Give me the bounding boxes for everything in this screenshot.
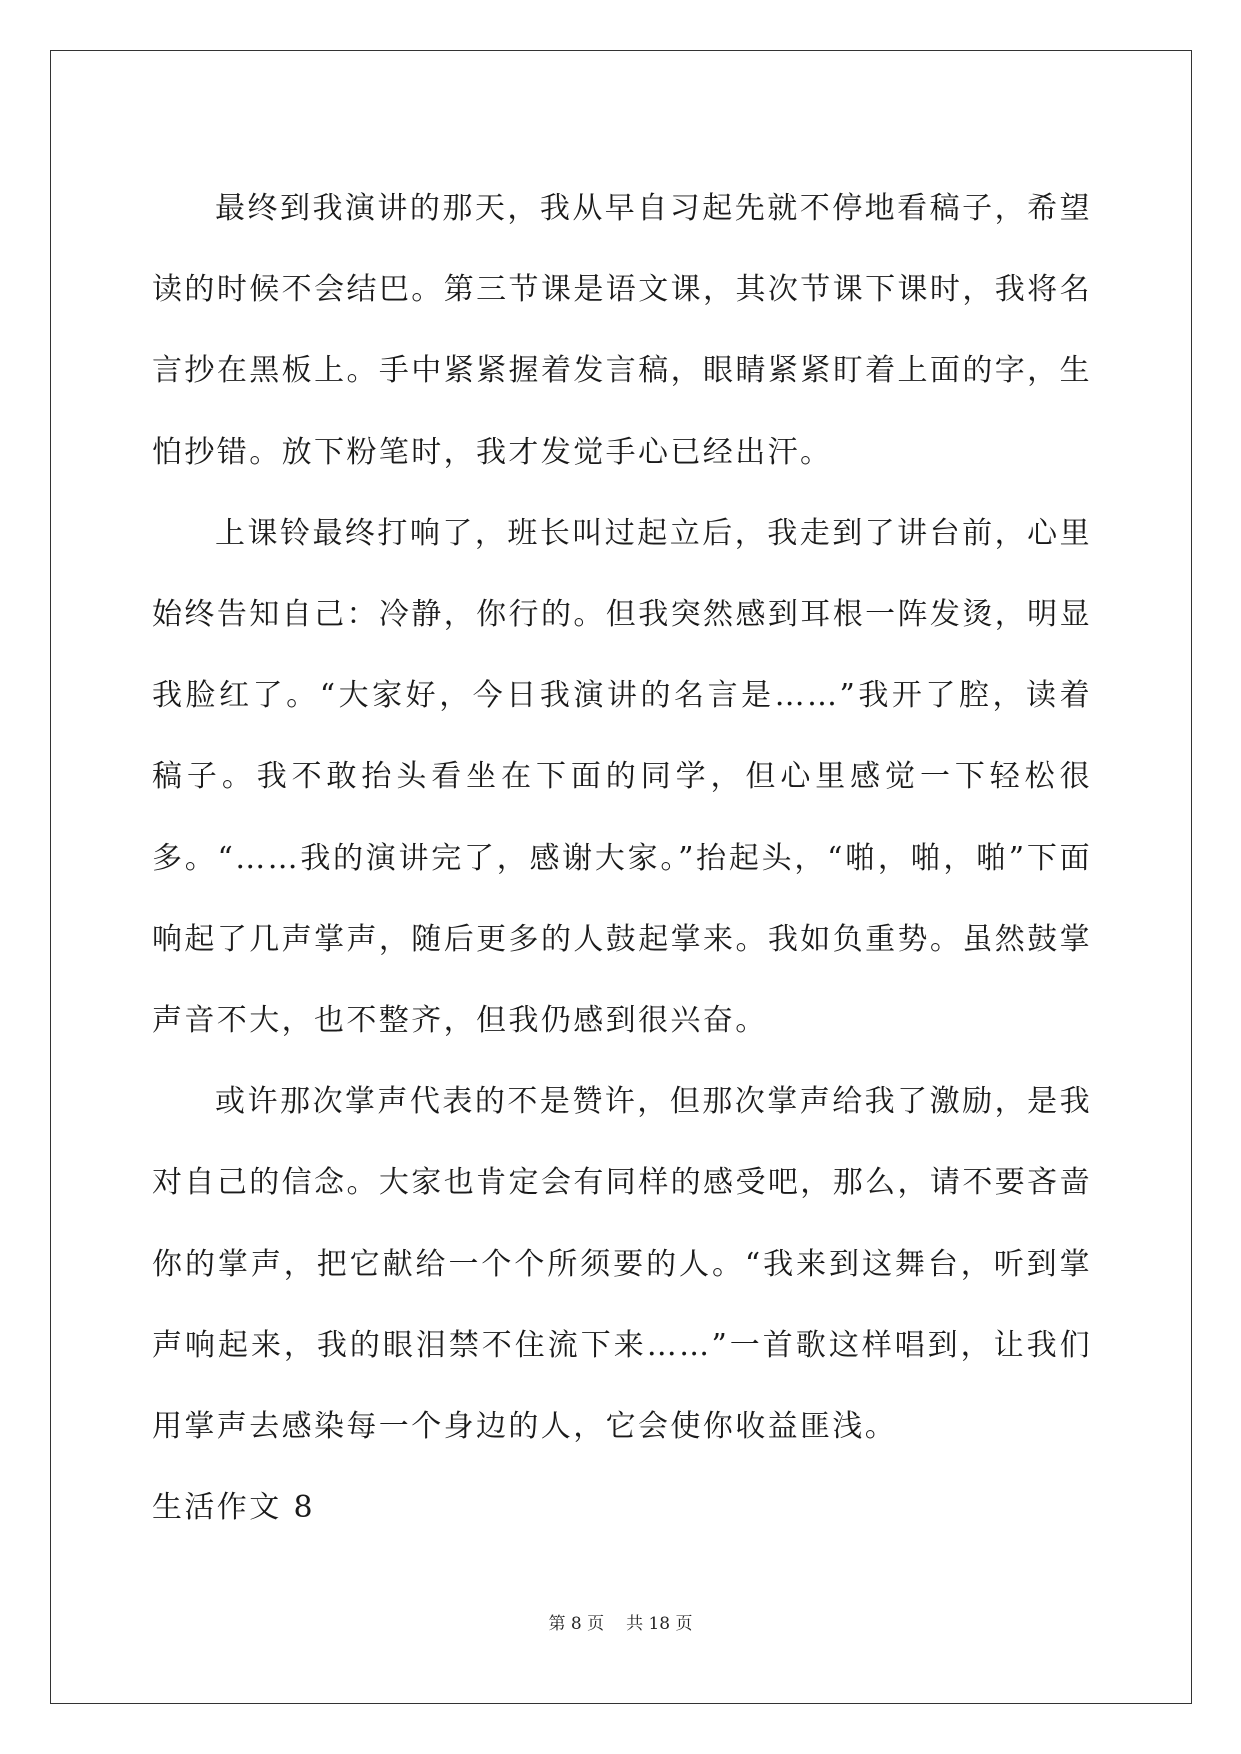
page-footer: [0, 1612, 1241, 1636]
page-total: 共 18 页: [626, 1614, 693, 1634]
paragraph: 上课铃最终打响了，班长叫过起立后，我走到了讲台前，心里始终告知自己：冷静，你行的。但我突然感到耳根一阵发烫，明显我脸红了。“大家好，今日我演讲的名言是……”我开了腔，读着稿子。我不敢抬头看坐在下面的同学，但心里感觉一下轻松很多。“……我的演讲完了，感谢大家。”抬起头，“啪，啪，啪”下面响起了几声掌声，随后更多的人鼓起掌来。我如负重势。虽然鼓掌声音不大，也不整齐，但我仍感到很兴奋。: [152, 515, 1092, 1039]
document-body: [152, 168, 1092, 1548]
paragraph: 或许那次掌声代表的不是赞许，但那次掌声给我了激励，是我对自己的信念。大家也肯定会有同样的感受吧，那么，请不要吝啬你的掌声，把它献给一个个所须要的人。“我来到这舞台，听到掌声响起来，我的眼泪禁不住流下来……”一首歌这样唱到，让我们用掌声去感染每一个身边的人，它会使你收益匪浅。: [152, 1084, 1092, 1445]
paragraph: 最终到我演讲的那天，我从早自习起先就不停地看稿子，希望读的时候不会结巴。第三节课是语文课，其次节课下课时，我将名言抄在黑板上。手中紧紧握着发言稿，眼睛紧紧盯着上面的字，生怕抄错。放下粉笔时，我才发觉手心已经出汗。: [152, 191, 1092, 470]
section-heading: 生活作文 8: [152, 1490, 316, 1526]
page-number: 第 8 页: [548, 1614, 605, 1634]
